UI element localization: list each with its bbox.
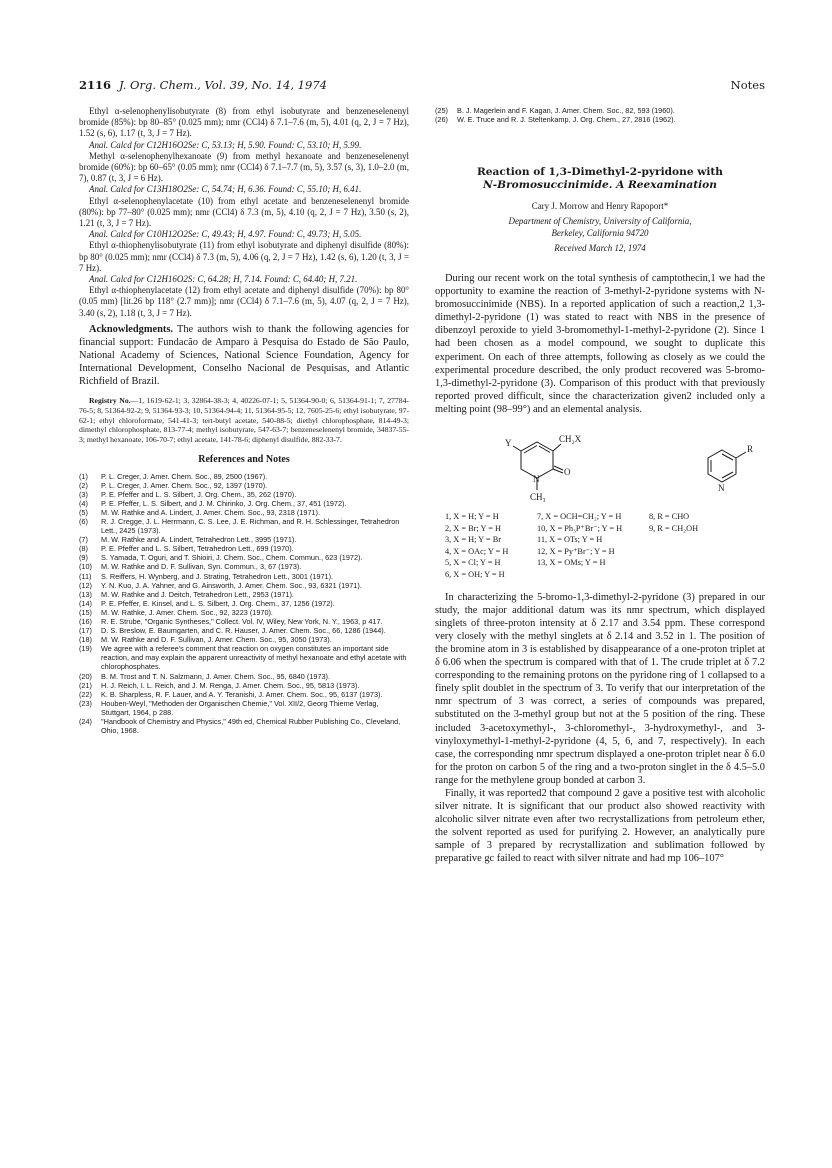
reference-text: W. E. Truce and R. J. Steltenkamp, J. Org. Chem., 27, 2816 (1962). (457, 115, 676, 125)
compound-entry: 7, X = OCH=CH₂; Y = H (537, 512, 622, 522)
reference-text: D. S. Breslow, E. Baumgarten, and C. R. Hauser, J. Amer. Chem. Soc., 66, 1286 (1944). (101, 626, 386, 636)
reference-text: R. E. Strube, "Organic Syntheses," Collect. Vol. IV, Wiley, New York, N. Y., 1963, p 417. (101, 617, 383, 626)
structure-drawing (435, 424, 765, 512)
registry-text: —1, 1619-62-1; 3, 32864-38-3; 4, 40226-07-1; 5, 51364-90-0; 6, 51364-91-1; 7, 27784-76-5; 8, 51364-92-2; 9, 51364-93-3; 10, 51364-94-4; 11, 51364-95-5; 12, 7605-25-6; ethyl isobutyrate, 97-62-1; ethyl chloroformate, 541-41-3; tert-butyl acetate, 540-88-5; diethyl chlorophosphate, 814-49-3; dimethyl chlorophosphate, 813-77-4; methyl isobutyrate, 547-63-7; benzeneselenenyl bromide, 34837-55-3; methyl hexanoate, 106-70-7; ethyl acetate, 141-78-6; diphenyl disulfide, 882-33-7. (79, 396, 409, 444)
references-heading: References and Notes (198, 454, 290, 466)
structure-figure (435, 424, 765, 512)
reference-number: (18) (79, 635, 92, 645)
reference-text: We agree with a referee's comment that reaction on oxygen constitutes an important side reaction, and may explain the apparent unreactivity of methyl hexanoate and ethyl acetate with chlorophosphates. (101, 644, 407, 672)
affiliation-line-1: Department of Chemistry, University of California, (508, 216, 692, 227)
reference-text: S. Yamada, T. Oguri, and T. Shioiri, J. Chem. Soc., Chem. Commun., 623 (1972). (101, 553, 363, 563)
compound-entry (537, 570, 649, 581)
article-title-line-2: N-Bromosuccinimide. A Reexamination (483, 179, 717, 192)
page-header (79, 78, 765, 94)
reference-item (79, 626, 409, 635)
reference-number: (6) (79, 516, 88, 526)
compound-entry (649, 547, 749, 558)
exp-paragraph: Anal. Calcd for C13H18O2Se: C, 54.74; H, 6.36. Found: C, 55.10; H, 6.41. (89, 184, 362, 195)
reference-text: Y. N. Kuo, J. A. Yahner, and G. Ainsworth, J. Amer. Chem. Soc., 93, 6321 (1971). (101, 580, 362, 590)
reference-item (79, 544, 409, 553)
ch2x-label: CH₂X (559, 434, 582, 445)
reference-text: M. W. Rathke, J. Amer. Chem. Soc., 92, 3223 (1970). (101, 607, 273, 617)
reference-item (435, 106, 765, 115)
ch3-label: CH₃ (530, 492, 546, 503)
reference-item (79, 581, 409, 590)
reference-item (79, 517, 409, 535)
affiliation-line-2: Berkeley, California 94720 (551, 227, 649, 238)
reference-item (79, 681, 409, 690)
pyridine-ring (708, 450, 736, 482)
reference-item (79, 617, 409, 626)
reference-number: (20) (79, 671, 92, 681)
reference-text: M. W. Rathke and J. Deitch, Tetrahedron Lett., 2953 (1971). (101, 589, 294, 599)
journal-citation: J. Org. Chem., Vol. 39, No. 14, 1974 (119, 78, 327, 92)
compound-entry (649, 535, 749, 546)
references-list-continued (435, 106, 765, 124)
reference-text: R. J. Cregge, J. L. Herrmann, C. S. Lee, J. E. Richman, and R. H. Schlessinger, Tetrahedron Lett., 2425 (1973). (101, 516, 400, 536)
compound-entry: 4, X = OAc; Y = H (445, 546, 509, 556)
reference-text: Houben-Weyl, "Methoden der Organischen Chemie," Vol. XII/2, Georg Thieme Verlag, Stuttgart, 1964, p 288. (101, 698, 379, 717)
reference-number: (14) (79, 598, 92, 608)
reference-number: (19) (79, 644, 92, 654)
compound-entry: 5, X = Cl; Y = H (445, 558, 501, 568)
reference-number: (8) (79, 544, 88, 554)
reference-text: M. W. Rathke and A. Lindert, J. Amer. Chem. Soc., 93, 2318 (1971). (101, 507, 321, 517)
reference-text: P. L. Creger, J. Amer. Chem. Soc., 89, 2500 (1967). (101, 471, 268, 481)
reference-number: (4) (79, 498, 88, 508)
reference-number: (25) (435, 106, 448, 115)
article-title (435, 166, 765, 192)
compound-entry: 6, X = OH; Y = H (445, 570, 505, 579)
reference-text: "Handbook of Chemistry and Physics," 49th ed, Chemical Rubber Publishing Co., Cleveland, Ohio, 1968. (101, 717, 401, 736)
section-label: Notes (730, 78, 765, 92)
reference-item (435, 115, 765, 124)
reference-item (79, 635, 409, 644)
reference-number: (13) (79, 589, 92, 599)
right-column (435, 106, 765, 866)
reference-text: P. L. Creger, J. Amer. Chem. Soc., 92, 1397 (1970). (101, 480, 268, 490)
exp-paragraph: Ethyl α-thiophenylacetate (12) from ethyl acetate and diphenyl disulfide (70%): bp 80° (0.05 mm) [lit.26 bp 118° (2.7 mm)]; nmr (CCl4) δ 7.1–7.6 (m, 5), 4.07 (q, 2, J = 7 Hz), 3.40 (s, 2), 1.18 (t, 3, J = 7 Hz). (79, 285, 409, 318)
reference-item (79, 699, 409, 717)
n2-label: N (718, 483, 725, 494)
acknowledgments (79, 323, 409, 388)
reference-number: (9) (79, 553, 88, 563)
reference-number: (17) (79, 626, 92, 636)
reference-text: S. Reiffers, H. Wynberg, and J. Strating, Tetrahedron Lett., 3001 (1971). (101, 571, 334, 581)
compound-entry: 8, R = CHO (649, 512, 690, 522)
registry-heading: Registry No. (89, 396, 131, 406)
n-label: N (533, 474, 540, 485)
reference-item (79, 572, 409, 581)
pyridone-ring (521, 442, 553, 478)
reference-item (79, 717, 409, 735)
reference-item (79, 590, 409, 599)
compound-entry: 1, X = H; Y = H (445, 512, 499, 522)
reference-number: (16) (79, 617, 92, 626)
exp-paragraph: Anal. Calcd for C10H12O2Se: C, 49.43; H, 4.97. Found: C, 49.73; H, 5.05. (89, 229, 362, 240)
r-label: R (747, 444, 754, 455)
reference-item (79, 472, 409, 481)
reference-number: (15) (79, 607, 92, 617)
compound-entry: 12, X = Py⁺Br⁻; Y = H (537, 546, 615, 556)
reference-item (79, 672, 409, 681)
received-date: Received March 12, 1974 (554, 242, 646, 253)
reference-number: (26) (435, 115, 448, 125)
reference-text: B. J. Magerlein and F. Kagan, J. Amer. Chem. Soc., 82, 593 (1960). (457, 106, 675, 115)
exp-paragraph: Ethyl α-selenophenylisobutyrate (8) from ethyl isobutyrate and benzeneselenenyl bromide (85%): bp 80–85° (0.025 mm); nmr (CCl4) δ 7.1–7.6 (m, 5), 4.01 (q, 2, J = 7 Hz), 1.52 (s, 6), 1.17 (t, 3, J = 7 Hz). (79, 106, 409, 139)
final-paragraph: Finally, it was reported2 that compound 2 gave a positive test with alcoholic silver nitrate. It is significant that our product also showed reactivity with alcoholic silver nitrate even after two recrystallizations from petroleum ether, the solvent reported as used for purifying 2. However, an analytically pure sample of 3 prepared by recrystallization and sublimation followed by preparative gc failed to react with silver nitrate and had mp 106–107° (435, 788, 765, 865)
references-list (79, 472, 409, 736)
reference-number: (21) (79, 680, 92, 690)
exp-paragraph: Anal. Calcd for C12H16O2Se: C, 53.13; H, 5.90. Found: C, 53.10; H, 5.99. (89, 139, 362, 150)
reference-number: (2) (79, 480, 88, 490)
reference-item (79, 490, 409, 499)
exp-paragraph: Anal. Calcd for C12H16O2S: C, 64.28; H, 7.14. Found: C, 64.40; H, 7.21. (89, 274, 358, 285)
authors: Cary J. Morrow and Henry Rapoport* (531, 201, 669, 212)
intro-paragraph: During our recent work on the total synthesis of camptothecin,1 we had the opportunity to examine the reaction of 3-methyl-2-pyridone systems with N-bromosuccinimide (NBS). In a reported application of such a reaction,2 1,3-dimethyl-2-pyridone (1) was stated to react with NBS in the presence of dibenzoyl peroxide to yield 3-bromomethyl-1-methyl-2-pyridone (2). Since 1 had been chosen as a model compound, we sought to duplicate this experiment. On each of three attempts, following as closely as we could the experimental procedure described, the only product recovered was 5-bromo-1,3-dimethyl-2-pyridone (3). Comparison of this product with that previously reported proved difficult, since the characterization given2 included only a melting point (98–99°) and an elemental analysis. (435, 273, 765, 415)
page-number: 2116 (79, 78, 112, 92)
exp-paragraph: Methyl α-selenophenylhexanoate (9) from methyl hexanoate and benzeneselenenyl bromide (60%): bp 60–65° (0.05 mm); nmr (CCl4) δ 7.1–7.7 (m, 5), 3.57 (s, 3), 1.0–2.0 (m, 7), 0.87 (t, 3, J = 6 Hz). (79, 150, 409, 184)
reference-text: P. E. Pfeffer, L. S. Silbert, and J. M. Chirinko, J. Org. Chem., 37, 451 (1972). (101, 498, 347, 508)
compound-entry: 10, X = Ph₃P⁺Br⁻; Y = H (537, 523, 623, 533)
reference-item (79, 562, 409, 571)
reference-number: (12) (79, 580, 92, 590)
reference-number: (10) (79, 562, 92, 572)
reference-number: (7) (79, 535, 88, 545)
reference-text: M. W. Rathke and A. Lindert, Tetrahedron Lett., 3995 (1971). (101, 535, 297, 545)
reference-text: P. E. Pfeffer and L. S. Silbert, J. Org. Chem., 35, 262 (1970). (101, 489, 297, 499)
exp-paragraph: Ethyl α-selenophenylacetate (10) from ethyl acetate and benzeneselenenyl bromide (80%): bp 77–80° (0.025 mm); nmr (CCl4) δ 7.3 (m, 5), 4.10 (q, 2, J = 7 Hz), 3.50 (s, 2), 1.21 (t, 3, J = 7 Hz). (79, 195, 409, 229)
header-page-journal (79, 78, 327, 92)
reference-item (79, 599, 409, 608)
compound-entry: 13, X = OMs; Y = H (537, 558, 606, 568)
y-label: Y (505, 438, 512, 449)
reference-item (79, 608, 409, 617)
reference-number: (11) (79, 571, 92, 581)
reference-text: K. B. Sharpless, R. F. Lauer, and A. Y. Teranishi, J. Amer. Chem. Soc., 95, 6137 (1973). (101, 689, 383, 699)
compound-entry: 11, X = OTs; Y = H (537, 535, 603, 545)
reference-number: (5) (79, 507, 88, 517)
reference-number: (24) (79, 717, 92, 727)
nmr-paragraph: In characterizing the 5-bromo-1,3-dimethyl-2-pyridone (3) prepared in our study, the major additional datum was its nmr spectrum, which displayed singlets of three-proton intensity at δ 2.17 and 3.54 ppm. These correspond very closely with the methyl singlets at δ 2.14 and 3.52 in 1. The position of the bromine atom in 3 is established by disappearance of a one-proton triplet at δ 6.06 when the spectrum is compared with that of 1. The crude triplet at δ 7.2 corresponding to the remaining protons on the pyridone ring of 1 collapsed to a finely split doublet in the spectrum of 3. To verify that our interpretation of the nmr spectrum of 3 was correct, a series of compounds was prepared, substituted on the 3-methyl group but not at the 5 position of the ring. These included 3-acetoxymethyl-, 3-chloromethyl-, 3-hydroxymethyl-, and 3-vinyloxymethyl-1-methyl-2-pyridone (4, 5, 6, and 7, respectively). In each case, the corresponding nmr spectrum displayed a one-proton triplet near δ 6.0 for the proton on carbon 5 of the ring and a two-proton singlet in the δ 4.5–5.0 range for the methylene group bonded at carbon 3. (435, 591, 765, 786)
reference-text: M. W. Rathke and D. F. Sullivan, J. Amer. Chem. Soc., 95, 3050 (1973). (101, 635, 332, 645)
compound-entry: 9, R = CH₂OH (649, 523, 699, 533)
reference-item (79, 481, 409, 490)
reference-text: M. W. Rathke and D. F. Sullivan, Syn. Commun., 3, 67 (1973). (101, 562, 302, 572)
reference-number: (3) (79, 489, 88, 499)
exp-paragraph: Ethyl α-thiophenylisobutyrate (11) from ethyl isobutyrate and diphenyl disulfide (80%): bp 80° (0.025 mm); nmr (CCl4) δ 7.3 (m, 5), 4.06 (q, 2, J = 7 Hz), 1.42 (s, 6), 1.20 (t, 3, J = 7 Hz). (79, 240, 409, 273)
reference-number: (23) (79, 698, 92, 708)
compound-entry (649, 558, 749, 569)
article-title-line-1: Reaction of 1,3-Dimethyl-2-pyridone with (477, 166, 723, 179)
reference-number: (22) (79, 689, 92, 699)
compound-entry: 2, X = Br; Y = H (445, 523, 501, 533)
registry-numbers (79, 396, 409, 444)
reference-text: H. J. Reich, I. L. Reich, and J. M. Renga, J. Amer. Chem. Soc., 95, 5813 (1973). (101, 680, 360, 690)
reference-item (79, 508, 409, 517)
reference-text: P. E. Pfeffer, E. Kinsel, and L. S. Silbert, J. Org. Chem., 37, 1256 (1972). (101, 598, 335, 608)
o-label: O (564, 467, 571, 478)
left-column (79, 106, 409, 735)
compound-entry: 3, X = H; Y = Br (445, 535, 501, 545)
reference-number: (1) (79, 471, 88, 481)
compound-entry (649, 570, 749, 581)
acknowledgments-text: The authors wish to thank the following agencies for financial support: Fundacão de Amparo à Pesquisa do Estado de São Paulo, National Academy of Sciences, National Science Foundation, Agency for International Development, Conselho Nacional de Pesquisas, and Atlantic Richfield of Brazil. (79, 323, 409, 388)
reference-item (79, 644, 409, 671)
reference-item (79, 553, 409, 562)
compound-list (445, 512, 765, 581)
reference-item (79, 499, 409, 508)
reference-text: B. M. Trost and T. N. Salzmann, J. Amer. Chem. Soc., 95, 6840 (1973). (101, 671, 331, 681)
acknowledgments-heading: Acknowledgments. (89, 323, 173, 335)
reference-item (79, 690, 409, 699)
reference-item (79, 535, 409, 544)
reference-text: P. E. Pfeffer and L. S. Silbert, Tetrahedron Lett., 699 (1970). (101, 544, 294, 554)
